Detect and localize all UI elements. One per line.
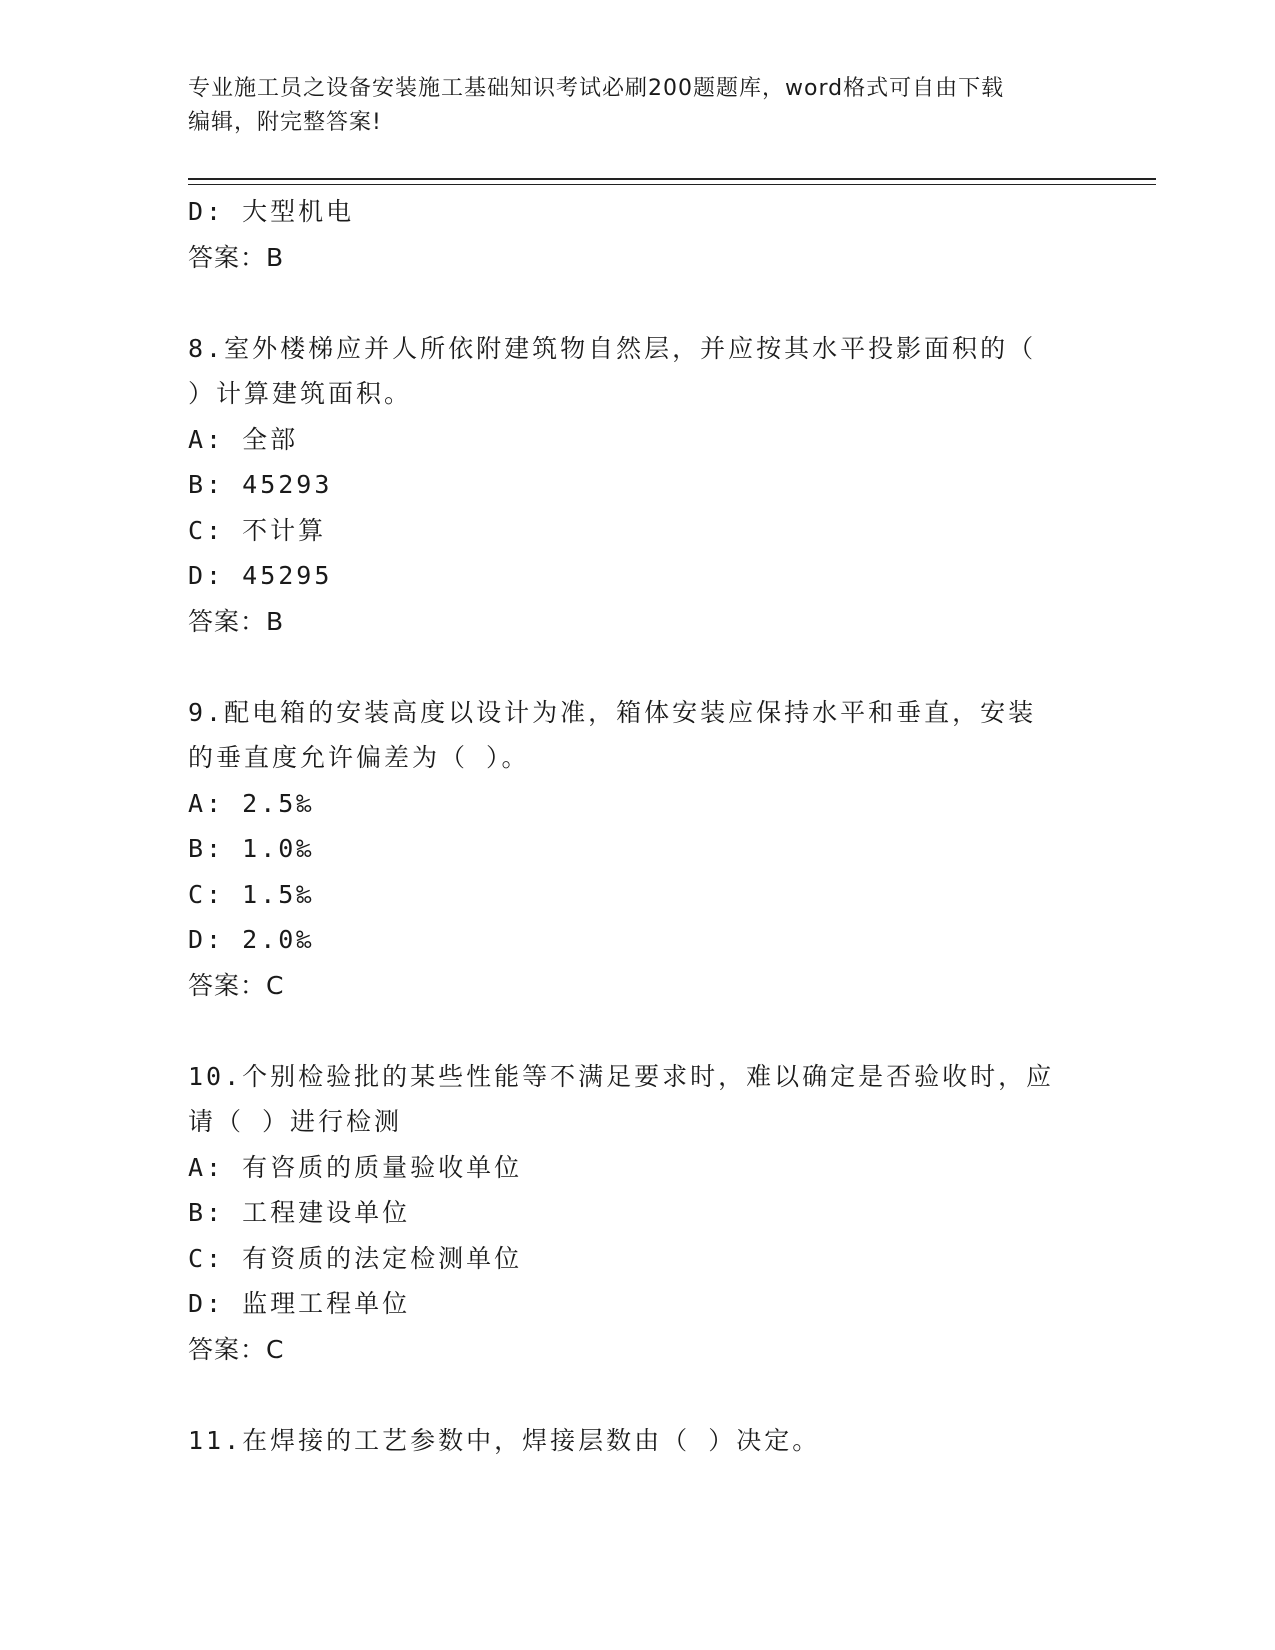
question-11 [188,1418,1088,1464]
header-divider-thin [188,184,1156,185]
question-stem-line-1: 11.在焊接的工艺参数中，焊接层数由（ ）决定。 [188,1425,821,1455]
option-c: C: 有资质的法定检测单位 [188,1243,523,1273]
question-10 [188,1054,1088,1373]
option-b: B: 工程建设单位 [188,1198,411,1227]
question-stem-line-2: 请（ ）进行检测 [188,1107,403,1136]
option-c: C: 1.5‰ [188,879,315,909]
previous-question-tail [188,189,1088,280]
option-d: D: 大型机电 [188,197,355,226]
option-a: A: 2.5‰ [188,788,315,818]
question-stem-line-2: 的垂直度允许偏差为（ ）。 [188,743,530,772]
header-title-line-2: 编辑，附完整答案! [188,110,382,135]
option-b: B: 45293 [188,470,333,499]
question-9 [188,690,1088,1009]
question-spacer [188,644,1088,690]
question-stem-line-1: 9.配电箱的安装高度以设计为准，箱体安装应保持水平和垂直，安装 [188,697,1037,727]
option-c: C: 不计算 [188,515,327,545]
header-title-line-1: 专业施工员之设备安装施工基础知识考试必刷200题题库，word格式可自由下载 [188,76,1005,101]
document-header [188,72,1088,140]
option-d: D: 45295 [188,561,333,590]
option-d: D: 2.0‰ [188,925,315,954]
question-spacer [188,1008,1088,1054]
answer-line: 答案：B [188,606,285,636]
option-d: D: 监理工程单位 [188,1289,411,1318]
question-8 [188,326,1088,645]
question-spacer [188,280,1088,326]
answer-line: 答案：C [188,1334,285,1364]
option-a: A: 全部 [188,424,299,454]
question-stem-line-1: 10.个别检验批的某些性能等不满足要求时，难以确定是否验收时，应 [188,1061,1055,1091]
option-a: A: 有咨质的质量验收单位 [188,1152,523,1182]
option-b: B: 1.0‰ [188,834,315,863]
header-divider-thick [188,178,1156,180]
question-spacer [188,1372,1088,1418]
question-stem-line-2: ）计算建筑面积。 [188,379,413,408]
answer-line: 答案：C [188,970,285,1000]
question-stem-line-1: 8.室外楼梯应并人所依附建筑物自然层，并应按其水平投影面积的（ [188,333,1037,363]
question-list [188,189,1088,1463]
answer-line: 答案：B [188,242,285,272]
